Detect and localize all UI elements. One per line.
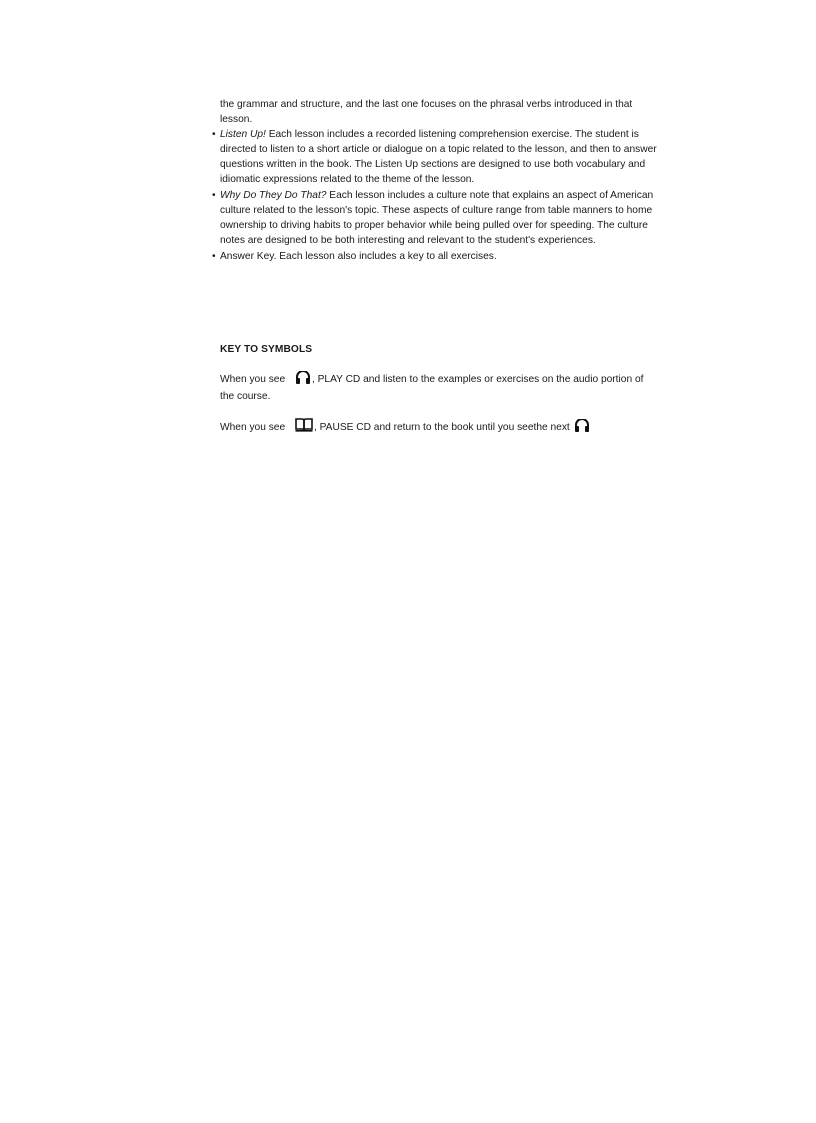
intro-continuation: the grammar and structure, and the last one focuses on the phrasal verbs introduced in that lesson. — [220, 99, 633, 125]
key-to-symbols-heading: KEY TO SYMBOLS — [220, 344, 313, 355]
play-symbol-line — [220, 371, 660, 404]
headphones-icon — [574, 419, 590, 437]
play-prefix: When you see — [220, 374, 286, 385]
headphones-icon — [295, 371, 311, 389]
feature-title: Why Do They Do That? — [220, 190, 327, 201]
play-text: , PLAY CD and listen to the examples or exercises on the audio portion of the course. — [220, 374, 644, 402]
bullet-icon: • — [212, 251, 216, 262]
feature-list — [212, 127, 660, 265]
book-icon — [295, 418, 313, 437]
feature-text: Each lesson includes a recorded listening comprehension exercise. The student is directed to listen to a short article or dialogue on a topic related to the lesson, and then to answer questions written in the book. The Listen Up sections are designed to use both vocabulary and idiomatic expressions related to the theme of the lesson. — [220, 129, 657, 185]
list-item-answer-key — [212, 249, 660, 264]
pause-prefix: When you see — [220, 422, 286, 433]
list-item-listen-up — [212, 127, 660, 187]
bullet-icon: • — [212, 129, 216, 140]
pause-text: , PAUSE CD and return to the book until you seethe next — [313, 422, 570, 433]
bullet-icon: • — [212, 190, 216, 201]
feature-title: Listen Up! — [220, 129, 266, 140]
feature-text: Each lesson includes a culture note that explains an aspect of American culture related to the lesson's topic. These aspects of culture range from table manners to home ownership to driving habits to proper behavior while being pulled over for speeding. The culture notes are designed to be both interesting and relevant to the student's experiences. — [220, 190, 654, 246]
list-item-why-do-they — [212, 188, 660, 248]
pause-symbol-line — [220, 418, 660, 437]
feature-text: Answer Key. Each lesson also includes a key to all exercises. — [220, 251, 497, 262]
